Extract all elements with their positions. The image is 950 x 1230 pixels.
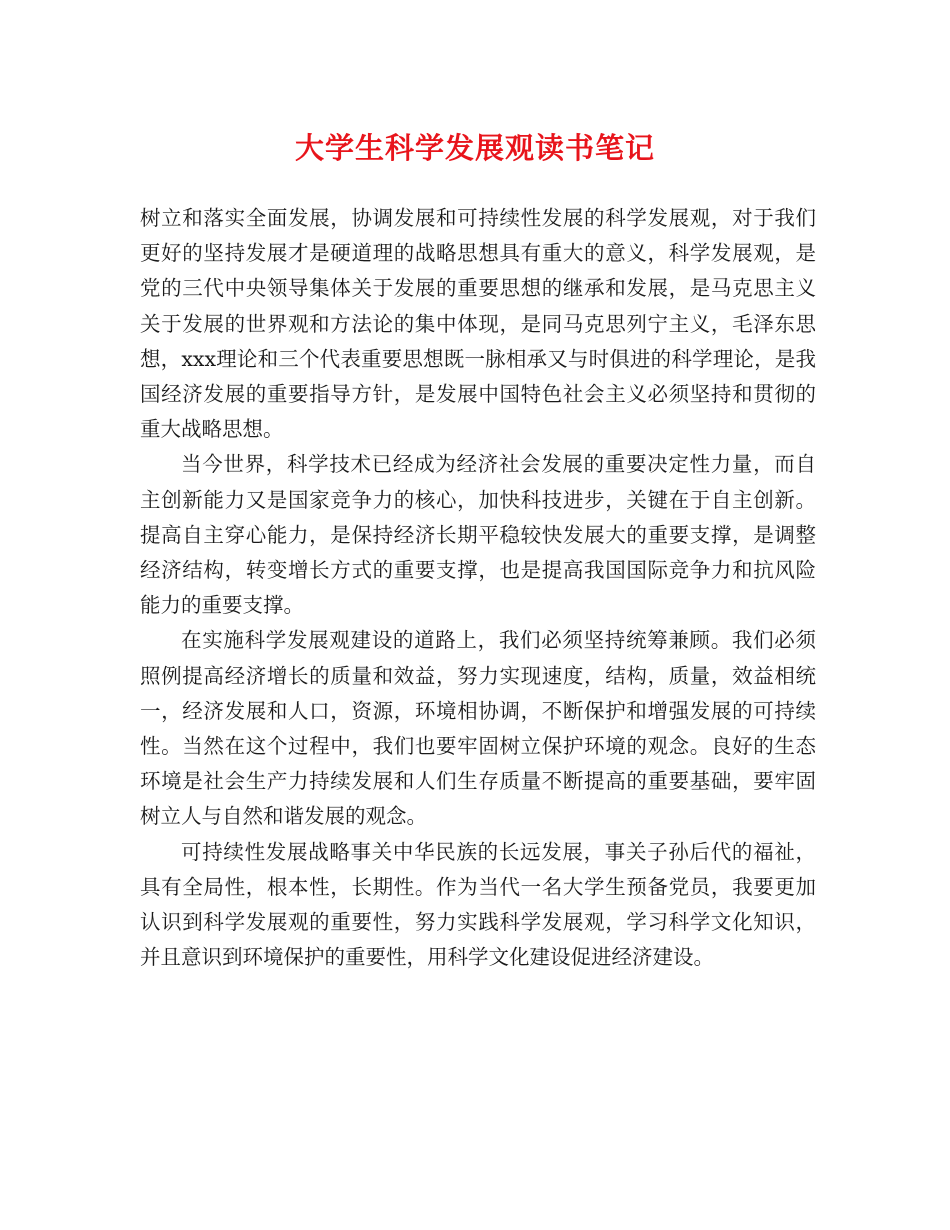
- document-title: 大学生科学发展观读书笔记: [294, 131, 655, 165]
- paragraph-2: 当今世界，科学技术已经成为经济社会发展的重要决定性力量，而自主创新能力又是国家竞争力的核心，加快科技进步，关键在于自主创新。提高自主穿心能力，是保持经济长期平稳较快发展大的重要支撑，是调整经济结构，转变增长方式的重要支撑，也是提高我国国际竞争力和抗风险能力的重要支撑。: [140, 452, 816, 618]
- paragraph-4: 可持续性发展战略事关中华民族的长远发展，事关子孙后代的福祉，具有全局性，根本性，长期性。作为当代一名大学生预备党员，我要更加认识到科学发展观的重要性，努力实践科学发展观，学习科学文化知识，并且意识到环境保护的重要性，用科学文化建设促进经济建设。: [140, 839, 816, 970]
- document-body: [140, 201, 816, 975]
- paragraph-3: 在实施科学发展观建设的道路上，我们必须坚持统筹兼顾。我们必须照例提高经济增长的质量和效益，努力实现速度，结构，质量，效益相统一，经济发展和人口，资源，环境相协调，不断保护和增强发展的可持续性。当然在这个过程中，我们也要牢固树立保护环境的观念。良好的生态环境是社会生产力持续发展和人们生存质量不断提高的重要基础，要牢固树立人与自然和谐发展的观念。: [140, 628, 816, 829]
- paragraph-1: 树立和落实全面发展，协调发展和可持续性发展的科学发展观，对于我们更好的坚持发展才是硬道理的战略思想具有重大的意义，科学发展观，是党的三代中央领导集体关于发展的重要思想的继承和发展，是马克思主义关于发展的世界观和方法论的集中体现，是同马克思列宁主义，毛泽东思想，xxx理论和三个代表重要思想既一脉相承又与时俱进的科学理论，是我国经济发展的重要指导方针，是发展中国特色社会主义必须坚持和贯彻的重大战略思想。: [140, 206, 816, 442]
